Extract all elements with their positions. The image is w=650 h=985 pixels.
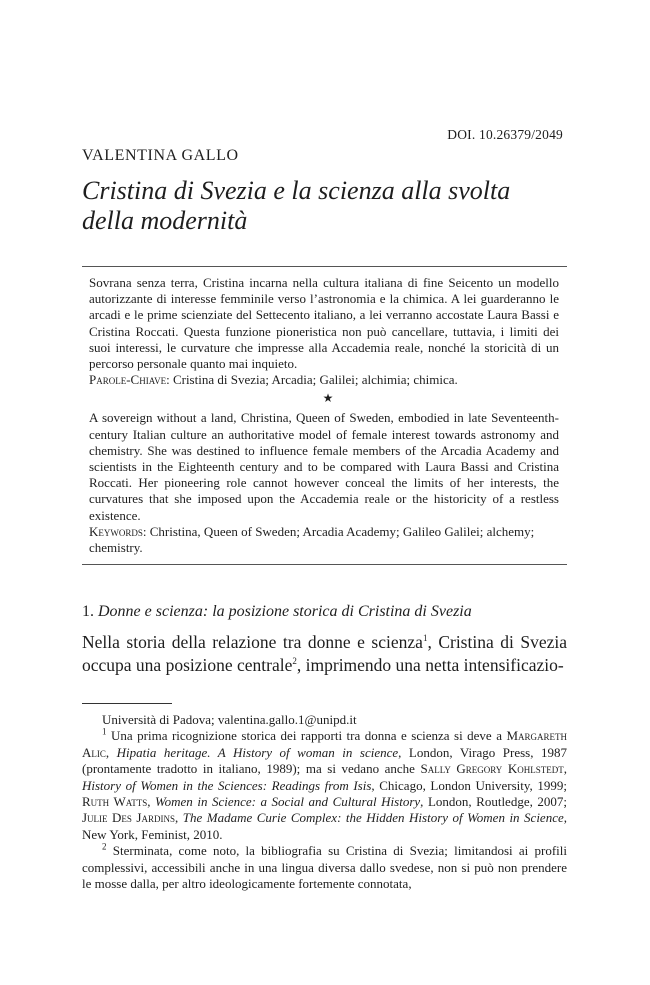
abstract-italian: Sovrana senza terra, Cristina incarna nella cultura italiana di fine Seicento un modello autorizzante di interesse femminile verso l’astronomia e la chimica. A lei guarderanno le arcadi e le prime scienziate del Settecento italiano, a lei verranno accostate Laura Bassi e Cristina Roccati. Questa funzione pioneristica non può cancellare, tuttavia, i limiti dei suoi interessi, le curvature che impresse alla Accademia reale, nonché la storicità di un percorso personale quanto mai inquieto. bbox=[89, 275, 559, 372]
footnote-2-number: 2 bbox=[102, 841, 107, 852]
fn1-text: , New York, Feminist, 2010. bbox=[82, 810, 567, 842]
footnotes bbox=[82, 712, 567, 892]
abstract-box bbox=[82, 266, 567, 565]
keywords-label-italian: Parole-Chiave bbox=[89, 372, 167, 388]
abstract-english: A sovereign without a land, Christina, Queen of Sweden, embodied in late Seventeenth-century Italian culture an authoritative model of female interest towards astronomy and chemistry. She was destined to influence female members of the Arcadia Academy and scientists in the Eighteenth century and to be compared with Laura Bassi and Cristina Roccati. Her pioneering role cannot however conceal the limits of her interests, the curvatures that she imposed upon the Accademia reale or the historicity of a restless existence. bbox=[89, 410, 559, 523]
fn1-text: , bbox=[563, 761, 567, 777]
article-title bbox=[82, 176, 582, 236]
body-text-2: , Cristina di Svezia occupa una posizione centrale bbox=[82, 632, 567, 675]
fn1-text: Una prima ricognizione storica dei rapporti tra donna e scienza si deve a bbox=[111, 728, 507, 744]
title-line-2: della modernità bbox=[82, 206, 248, 235]
fn1-author-1: Margareth Alic bbox=[82, 728, 568, 760]
fn1-text: , bbox=[147, 794, 156, 810]
fn1-work-4: The Madame Curie Complex: the Hidden History of Women in Science bbox=[182, 810, 564, 826]
fn1-text: , London, Routledge, 2007; bbox=[420, 794, 567, 810]
body-text-3: , imprimendo una netta intensificazio- bbox=[296, 654, 564, 675]
footnote-ref-2[interactable]: 2 bbox=[292, 655, 297, 666]
fn1-work-1: Hipatia heritage. A History of woman in science bbox=[116, 744, 399, 760]
footnote-ref-1[interactable]: 1 bbox=[422, 633, 428, 644]
fn1-text: , London, Virago Press, 1987 (prontamente tradotto in italiano, 1989); ma si vedano anche bbox=[82, 744, 567, 777]
keywords-label-english: Keywords bbox=[89, 523, 143, 539]
keywords-english: Keywords: Christina, Queen of Sweden; Arcadia Academy; Galileo Galilei; alchemy; chemistry. bbox=[89, 523, 535, 556]
fn1-work-2: History of Women in the Sciences: Readings from Isis bbox=[82, 777, 372, 793]
doi-label: DOI. 10.26379/2049 bbox=[447, 127, 563, 142]
footnote-2 bbox=[82, 843, 567, 892]
keywords-list-english: Christina, Queen of Sweden; Arcadia Academy; Galileo Galilei; alchemy; chemistry. bbox=[89, 523, 535, 556]
footnote-divider bbox=[82, 703, 172, 704]
body-text-1: Nella storia della relazione tra donne e scienza bbox=[82, 632, 423, 652]
section-number: 1. bbox=[82, 603, 94, 620]
fn1-text: , bbox=[175, 810, 183, 826]
fn1-text: , Chicago, London University, 1999; bbox=[371, 777, 567, 793]
keywords-list-italian: Cristina di Svezia; Arcadia; Galilei; alchimia; chimica. bbox=[172, 372, 458, 388]
footnote-1 bbox=[82, 728, 567, 843]
body-paragraph bbox=[82, 631, 567, 676]
section-heading bbox=[82, 603, 472, 621]
fn1-author-4: Julie Des Jardins bbox=[82, 810, 176, 826]
keywords-italian: Parole-Chiave: Cristina di Svezia; Arcadia; Galilei; alchimia; chimica. bbox=[89, 372, 458, 388]
star-separator-icon: ★ bbox=[322, 391, 334, 406]
fn1-work-3: Women in Science: a Social and Cultural History bbox=[155, 794, 421, 810]
fn1-author-2: Sally Gregory Kohlstedt bbox=[420, 761, 564, 777]
footnote-1-number: 1 bbox=[102, 727, 107, 738]
fn1-author-3: Ruth Watts bbox=[82, 794, 148, 810]
fn1-text: , bbox=[105, 744, 117, 760]
affiliation-note: Università di Padova; valentina.gallo.1@unipd.it bbox=[102, 712, 357, 727]
section-title: Donne e scienza: la posizione storica di Cristina di Svezia bbox=[98, 603, 472, 620]
author-name: VALENTINA GALLO bbox=[82, 147, 239, 164]
title-line-1: Cristina di Svezia e la scienza alla svolta bbox=[82, 176, 511, 205]
fn2-text: Sterminata, come noto, la bibliografia su Cristina di Svezia; limitandosi ai profili complessivi, accessibili anche in una lingua diversa dallo svedese, non si può non prendere le mosse dalla, per altro ideologicamente fortemente connotata, bbox=[82, 843, 567, 892]
